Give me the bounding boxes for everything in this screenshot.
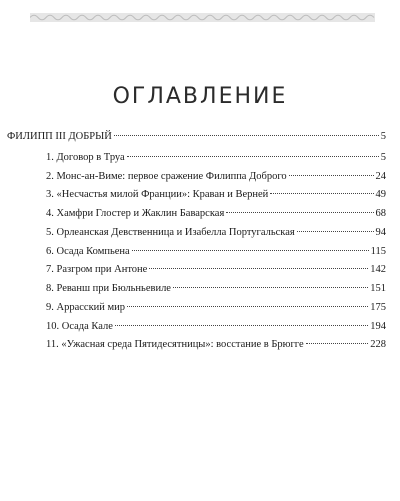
toc-page-number: 151: [370, 283, 386, 294]
decorative-header-ornament: [30, 13, 375, 22]
toc-page-number: 115: [370, 246, 386, 257]
dot-leader: [127, 306, 368, 307]
toc-chapter-entry[interactable]: [46, 282, 386, 295]
toc-chapter-label: 11. «Ужасная среда Пятидесятницы»: восстание в Брюгге: [46, 339, 304, 350]
toc-page-number: 175: [370, 302, 386, 313]
toc-chapter-entry[interactable]: [46, 170, 386, 183]
toc-part-entry[interactable]: [7, 130, 386, 143]
toc-chapter-label: 1. Договор в Труа: [46, 152, 125, 163]
toc-page-number: 5: [380, 152, 386, 163]
toc-chapter-label: 9. Аррасский мир: [46, 302, 126, 313]
dot-leader: [297, 231, 374, 232]
toc-chapter-label: 10. Осада Кале: [46, 321, 113, 332]
dot-leader: [270, 193, 373, 194]
dot-leader: [115, 325, 368, 326]
dot-leader: [114, 135, 379, 136]
dot-leader: [149, 268, 368, 269]
toc-page-number: 94: [375, 227, 386, 238]
toc-page-number: 68: [375, 208, 386, 219]
toc-chapter-entry[interactable]: [46, 151, 386, 164]
toc-chapter-label: 3. «Несчастья милой Франции»: Краван и Верней: [46, 189, 269, 200]
toc-chapter-entry[interactable]: [46, 188, 386, 201]
page-title: ОГЛАВЛЕНИЕ: [112, 84, 288, 109]
toc-chapter-entry[interactable]: [46, 207, 386, 220]
toc-chapter-label: 2. Монс-ан-Виме: первое сражение Филиппа Доброго: [46, 171, 287, 182]
dot-leader: [173, 287, 368, 288]
toc-chapter-label: 8. Реванш при Бюльньевиле: [46, 283, 171, 294]
toc-chapter-entry[interactable]: [46, 301, 386, 314]
dot-leader: [306, 343, 369, 344]
toc-chapter-label: 7. Разгром при Антоне: [46, 264, 148, 275]
toc-chapter-label: 6. Осада Компьена: [46, 246, 130, 257]
toc-page-number: 24: [375, 171, 386, 182]
toc-chapter-entry[interactable]: [46, 245, 386, 258]
toc-page-number: 49: [375, 189, 386, 200]
toc-chapter-label: 5. Орлеанская Девственница и Изабелла Португальская: [46, 227, 295, 238]
toc-chapter-entry[interactable]: [46, 226, 386, 239]
toc-page-number: 5: [380, 131, 386, 142]
dot-leader: [289, 175, 374, 176]
toc-part-label: ФИЛИПП III ДОБРЫЙ: [7, 131, 112, 142]
toc-page-number: 228: [370, 339, 386, 350]
toc-chapter-label: 4. Хамфри Глостер и Жаклин Баварская: [46, 208, 225, 219]
toc-chapter-entry[interactable]: [46, 263, 386, 276]
dot-leader: [226, 212, 373, 213]
toc-chapter-entry[interactable]: [46, 338, 386, 351]
dot-leader: [132, 250, 369, 251]
toc-chapter-entry[interactable]: [46, 320, 386, 333]
toc-page-number: 142: [370, 264, 386, 275]
toc-page-number: 194: [370, 321, 386, 332]
dot-leader: [127, 156, 379, 157]
